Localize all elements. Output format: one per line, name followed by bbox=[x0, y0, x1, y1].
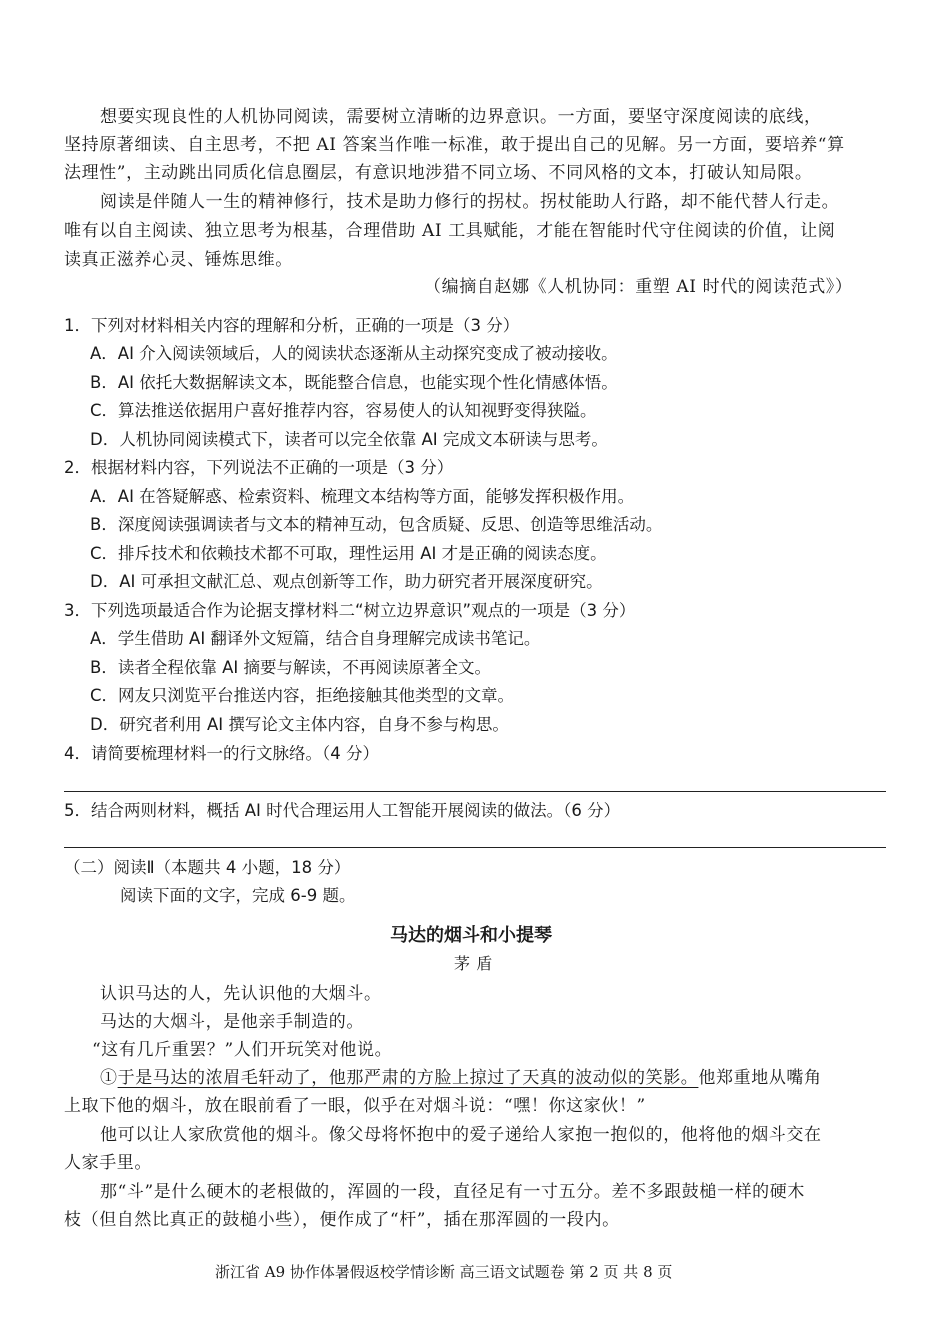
question-1-option-d: D．人机协同阅读模式下，读者可以完全依靠 AI 完成文本研读与思考。 bbox=[90, 430, 608, 449]
question-5-stem: 5．结合两则材料，概括 AI 时代合理运用人工智能开展阅读的做法。（6 分） bbox=[64, 801, 621, 820]
passage-paragraph-1-line-1: 想要实现良性的人机协同阅读，需要树立清晰的边界意识。一方面，要坚守深度阅读的底线， bbox=[100, 107, 822, 127]
question-2-stem: 2．根据材料内容，下列说法不正确的一项是（3 分） bbox=[64, 458, 454, 477]
story-line-3: “这有几斤重罢？”人们开玩笑对他说。 bbox=[92, 1040, 393, 1060]
story-author: 茅 盾 bbox=[454, 954, 493, 973]
question-2-option-c: C．排斥技术和依赖技术都不可取，理性运用 AI 才是正确的阅读态度。 bbox=[90, 544, 607, 563]
passage-paragraph-2-line-3: 读真正滋养心灵、锤炼思维。 bbox=[64, 250, 293, 270]
question-2-option-a: A．AI 在答疑解惑、检索资料、梳理文本结构等方面，能够发挥积极作用。 bbox=[90, 487, 635, 506]
story-line-4 bbox=[100, 1067, 822, 1089]
question-5-answer-line[interactable] bbox=[64, 847, 886, 848]
question-3-option-c: C．网友只浏览平台推送内容，拒绝接触其他类型的文章。 bbox=[90, 686, 515, 705]
story-line-6: 他可以让人家欣赏他的烟斗。像父母将怀抱中的爱子递给人家抱一抱似的，他将他的烟斗交在 bbox=[100, 1125, 822, 1145]
question-4-answer-line[interactable] bbox=[64, 791, 886, 792]
paragraph-marker: ① bbox=[100, 1068, 118, 1088]
story-line-7: 人家手里。 bbox=[64, 1153, 152, 1173]
story-line-9: 枝（但自然比真正的鼓槌小些），便作成了“杆”，插在那浑圆的一段内。 bbox=[64, 1210, 620, 1230]
story-line-5: 上取下他的烟斗，放在眼前看了一眼，似乎在对烟斗说：“嘿！你这家伙！” bbox=[64, 1096, 646, 1116]
question-1-stem: 1．下列对材料相关内容的理解和分析，正确的一项是（3 分） bbox=[64, 316, 520, 335]
story-line-4-rest: 他郑重地从嘴角 bbox=[698, 1068, 822, 1088]
question-3-option-d: D．研究者利用 AI 撰写论文主体内容，自身不参与构思。 bbox=[90, 715, 509, 734]
page-footer: 浙江省 A9 协作体暑假返校学情诊断 高三语文试题卷 第 2 页 共 8 页 bbox=[215, 1263, 673, 1281]
question-3-option-b: B．读者全程依靠 AI 摘要与解读，不再阅读原著全文。 bbox=[90, 658, 491, 677]
question-4-stem: 4．请简要梳理材料一的行文脉络。（4 分） bbox=[64, 744, 379, 763]
underlined-sentence: 于是马达的浓眉毛轩动了，他那严肃的方脸上掠过了天真的波动似的笑影。 bbox=[117, 1068, 699, 1088]
story-line-8: 那“斗”是什么硬木的老根做的，浑圆的一段，直径足有一寸五分。差不多跟鼓槌一样的硬木 bbox=[100, 1182, 805, 1202]
passage-paragraph-1-line-3: 法理性”，主动跳出同质化信息圈层，有意识地涉猎不同立场、不同风格的文本，打破认知局限。 bbox=[64, 163, 813, 183]
story-line-2: 马达的大烟斗，是他亲手制造的。 bbox=[100, 1012, 364, 1032]
question-2-option-b: B．深度阅读强调读者与文本的精神互动，包含质疑、反思、创造等思维活动。 bbox=[90, 515, 663, 534]
passage-paragraph-2-line-2: 唯有以自主阅读、独立思考为根基，合理借助 AI 工具赋能，才能在智能时代守住阅读的价值，让阅 bbox=[64, 221, 836, 241]
question-2-option-d: D．AI 可承担文献汇总、观点创新等工作，助力研究者开展深度研究。 bbox=[90, 572, 603, 591]
question-1-option-b: B．AI 依托大数据解读文本，既能整合信息，也能实现个性化情感体悟。 bbox=[90, 373, 618, 392]
question-1-option-a: A．AI 介入阅读领域后，人的阅读状态逐渐从主动探究变成了被动接收。 bbox=[90, 344, 618, 363]
section-2-heading: （二）阅读Ⅱ（本题共 4 小题，18 分） bbox=[64, 858, 351, 877]
question-3-stem: 3．下列选项最适合作为论据支撑材料二“树立边界意识”观点的一项是（3 分） bbox=[64, 601, 636, 620]
question-1-option-c: C．算法推送依据用户喜好推荐内容，容易使人的认知视野变得狭隘。 bbox=[90, 401, 597, 420]
section-2-instruction: 阅读下面的文字，完成 6-9 题。 bbox=[120, 886, 356, 905]
question-3-option-a: A．学生借助 AI 翻译外文短篇，结合自身理解完成读书笔记。 bbox=[90, 629, 541, 648]
story-line-1: 认识马达的人，先认识他的大烟斗。 bbox=[100, 984, 382, 1004]
story-title: 马达的烟斗和小提琴 bbox=[390, 925, 552, 946]
passage-paragraph-1-line-2: 坚持原著细读、自主思考，不把 AI 答案当作唯一标准，敢于提出自己的见解。另一方面，要培养“算 bbox=[64, 135, 845, 155]
passage-paragraph-2-line-1: 阅读是伴随人一生的精神修行，技术是助力修行的拐杖。拐杖能助人行路，却不能代替人行走。 bbox=[100, 192, 840, 212]
passage-source: （编摘自赵娜《人机协同：重塑 AI 时代的阅读范式》） bbox=[424, 277, 853, 297]
